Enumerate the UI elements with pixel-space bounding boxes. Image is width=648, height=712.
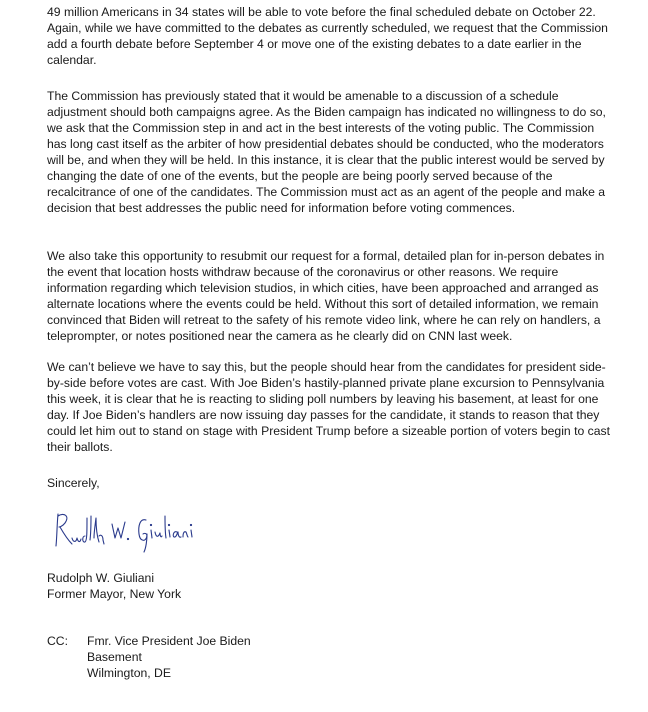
paragraph-in-person-plan: We also take this opportunity to resubmit our request for a formal, detailed plan for in-person debates in the event that location hosts withdraw because of the coronavirus or other reasons. We require information regarding which television studios, in which cities, have been approached and arranged as alternate locations where the events could be held. Without this sort of detailed information, we remain convinced that Biden will retreat to the safety of his remote video link, where he can rely on handlers, a teleprompter, or notes positioned near the camera as he clearly did on CNN last week. [47,249,605,343]
paragraph-commission-role: The Commission has previously stated that it would be amenable to a discussion of a schedule adjustment should both campaigns agree. As the Biden campaign has indicated no willingness to do so, we ask that the Commission step in and act in the best interests of the voting public. The Commission has long cast itself as the arbiter of how presidential debates should be conducted, who the moderators will be, and when they will be held. In this instance, it is clear that the public interest would be served by changing the date of one of the events, but the people are being poorly served because of the recalcitrance of one of the candidates. The Commission must act as an agent of the people and make a decision that best addresses the public need for information before voting commences. [47,89,606,215]
paragraph-debate-schedule: 49 million Americans in 34 states will be able to vote before the final scheduled debate on October 22. Again, while we have committed to the debates as currently scheduled, we request that the Commission add a fourth debate before September 4 or move one of the existing debates to a date earlier in the calendar. [47,5,608,67]
cc-recipient-city: Wilmington, DE [87,666,171,680]
cc-recipient-block [87,633,251,681]
signer-name: Rudolph W. Giuliani [47,571,155,585]
closing-salutation: Sincerely, [47,476,100,490]
cc-label: CC: [47,634,68,648]
signer-title: Former Mayor, New York [47,587,182,601]
cc-recipient-location: Basement [87,650,142,664]
signer-block [47,570,615,602]
cc-recipient-name: Fmr. Vice President Joe Biden [87,634,251,648]
handwritten-signature [50,506,200,556]
paragraph-side-by-side: We can’t believe we have to say this, but the people should hear from the candidates for president side-by-side before votes are cast. With Joe Biden’s hastily-planned private plane excursion to Pennsylvania this week, it is clear that he is reacting to sliding poll numbers by leaving his basement, at least for one day. If Joe Biden’s handlers are now issuing day passes for the candidate, it stands to reason that they could let him out to stand on stage with President Trump before a sizeable portion of voters begin to cast their ballots. [47,360,610,454]
